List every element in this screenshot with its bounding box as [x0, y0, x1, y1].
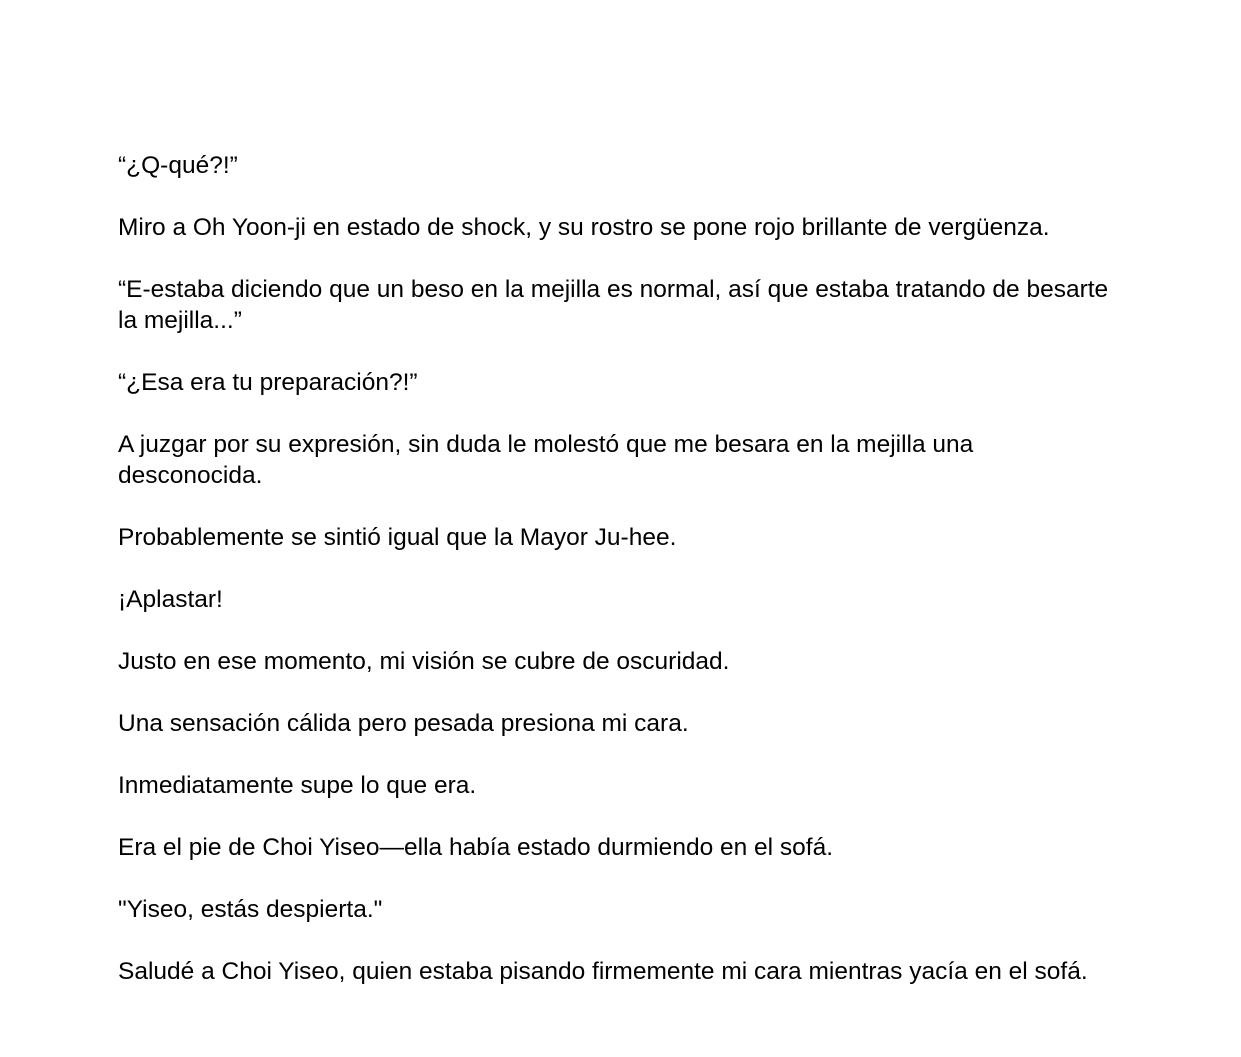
paragraph: Saludé a Choi Yiseo, quien estaba pisando firmemente mi cara mientras yacía en el sofá.: [118, 958, 1088, 985]
paragraph: A juzgar por su expresión, sin duda le molestó que me besara en la mejilla una desconocida.: [118, 431, 974, 489]
paragraph: Miro a Oh Yoon-ji en estado de shock, y su rostro se pone rojo brillante de vergüenza.: [118, 214, 1050, 241]
paragraph: Era el pie de Choi Yiseo—ella había estado durmiendo en el sofá.: [118, 834, 834, 861]
paragraph: Probablemente se sintió igual que la Mayor Ju-hee.: [118, 524, 677, 551]
paragraph: Una sensación cálida pero pesada presiona mi cara.: [118, 710, 689, 737]
paragraph: Justo en ese momento, mi visión se cubre de oscuridad.: [118, 648, 730, 675]
paragraph: Inmediatamente supe lo que era.: [118, 772, 477, 799]
paragraph: “E-estaba diciendo que un beso en la mejilla es normal, así que estaba tratando de besarte la mejilla...”: [118, 276, 1109, 334]
paragraph: “¿Q-qué?!”: [118, 152, 238, 179]
paragraph: “¿Esa era tu preparación?!”: [118, 369, 418, 396]
paragraph: "Yiseo, estás despierta.": [118, 896, 383, 923]
paragraph: ¡Aplastar!: [118, 586, 223, 613]
document-body: [118, 150, 1123, 1018]
